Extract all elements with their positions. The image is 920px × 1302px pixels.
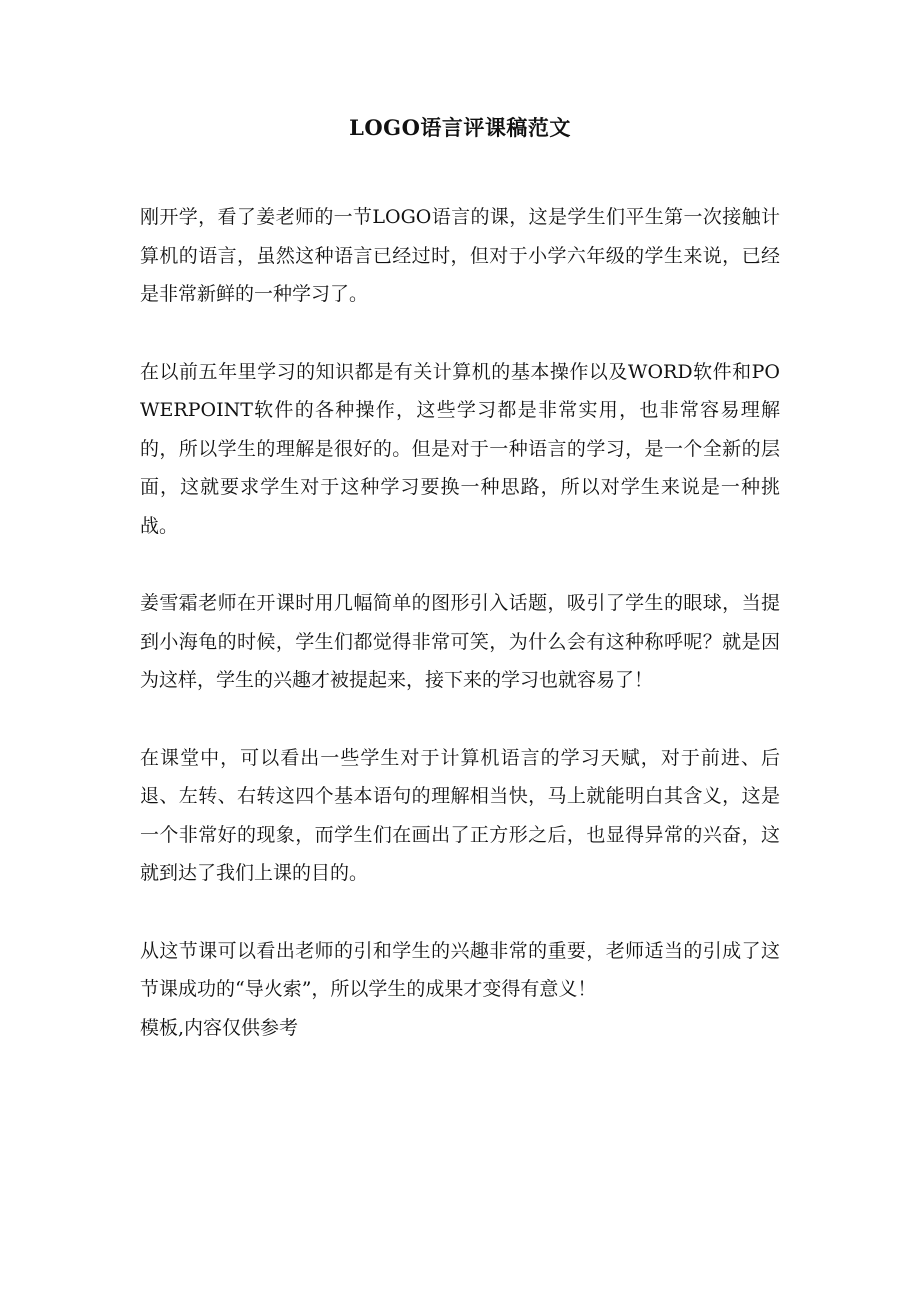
document-body [140, 198, 780, 1047]
paragraph-conclusion: 从这节课可以看出老师的引和学生的兴趣非常的重要，老师适当的引成了这节课成功的“导火索”，所以学生的成果才变得有意义！ [140, 939, 780, 1000]
footer-note: 模板,内容仅供参考 [140, 1016, 299, 1039]
paragraph-intro: 刚开学，看了姜老师的一节LOGO语言的课，这是学生们平生第一次接触计算机的语言，虽然这种语言已经过时，但对于小学六年级的学生来说，已经是非常新鲜的一种学习了。 [140, 206, 780, 305]
paragraph-lesson-opening: 姜雪霜老师在开课时用几幅简单的图形引入话题，吸引了学生的眼球，当提到小海龟的时候，学生们都觉得非常可笑，为什么会有这种称呼呢？就是因为这样，学生的兴趣才被提起来，接下来的学习也就容易了！ [140, 592, 780, 691]
paragraph-prior-knowledge: 在以前五年里学习的知识都是有关计算机的基本操作以及WORD软件和POWERPOINT软件的各种操作，这些学习都是非常实用，也非常容易理解的，所以学生的理解是很好的。但是对于一种语言的学习，是一个全新的层面，这就要求学生对于这种学习要换一种思路，所以对学生来说是一种挑战。 [140, 360, 780, 537]
document-title: LOGO语言评课稿范文 [349, 115, 571, 140]
paragraph-classroom: 在课堂中，可以看出一些学生对于计算机语言的学习天赋，对于前进、后退、左转、右转这四个基本语句的理解相当快，马上就能明白其含义，这是一个非常好的现象，而学生们在画出了正方形之后，也显得异常的兴奋，这就到达了我们上课的目的。 [140, 746, 780, 884]
